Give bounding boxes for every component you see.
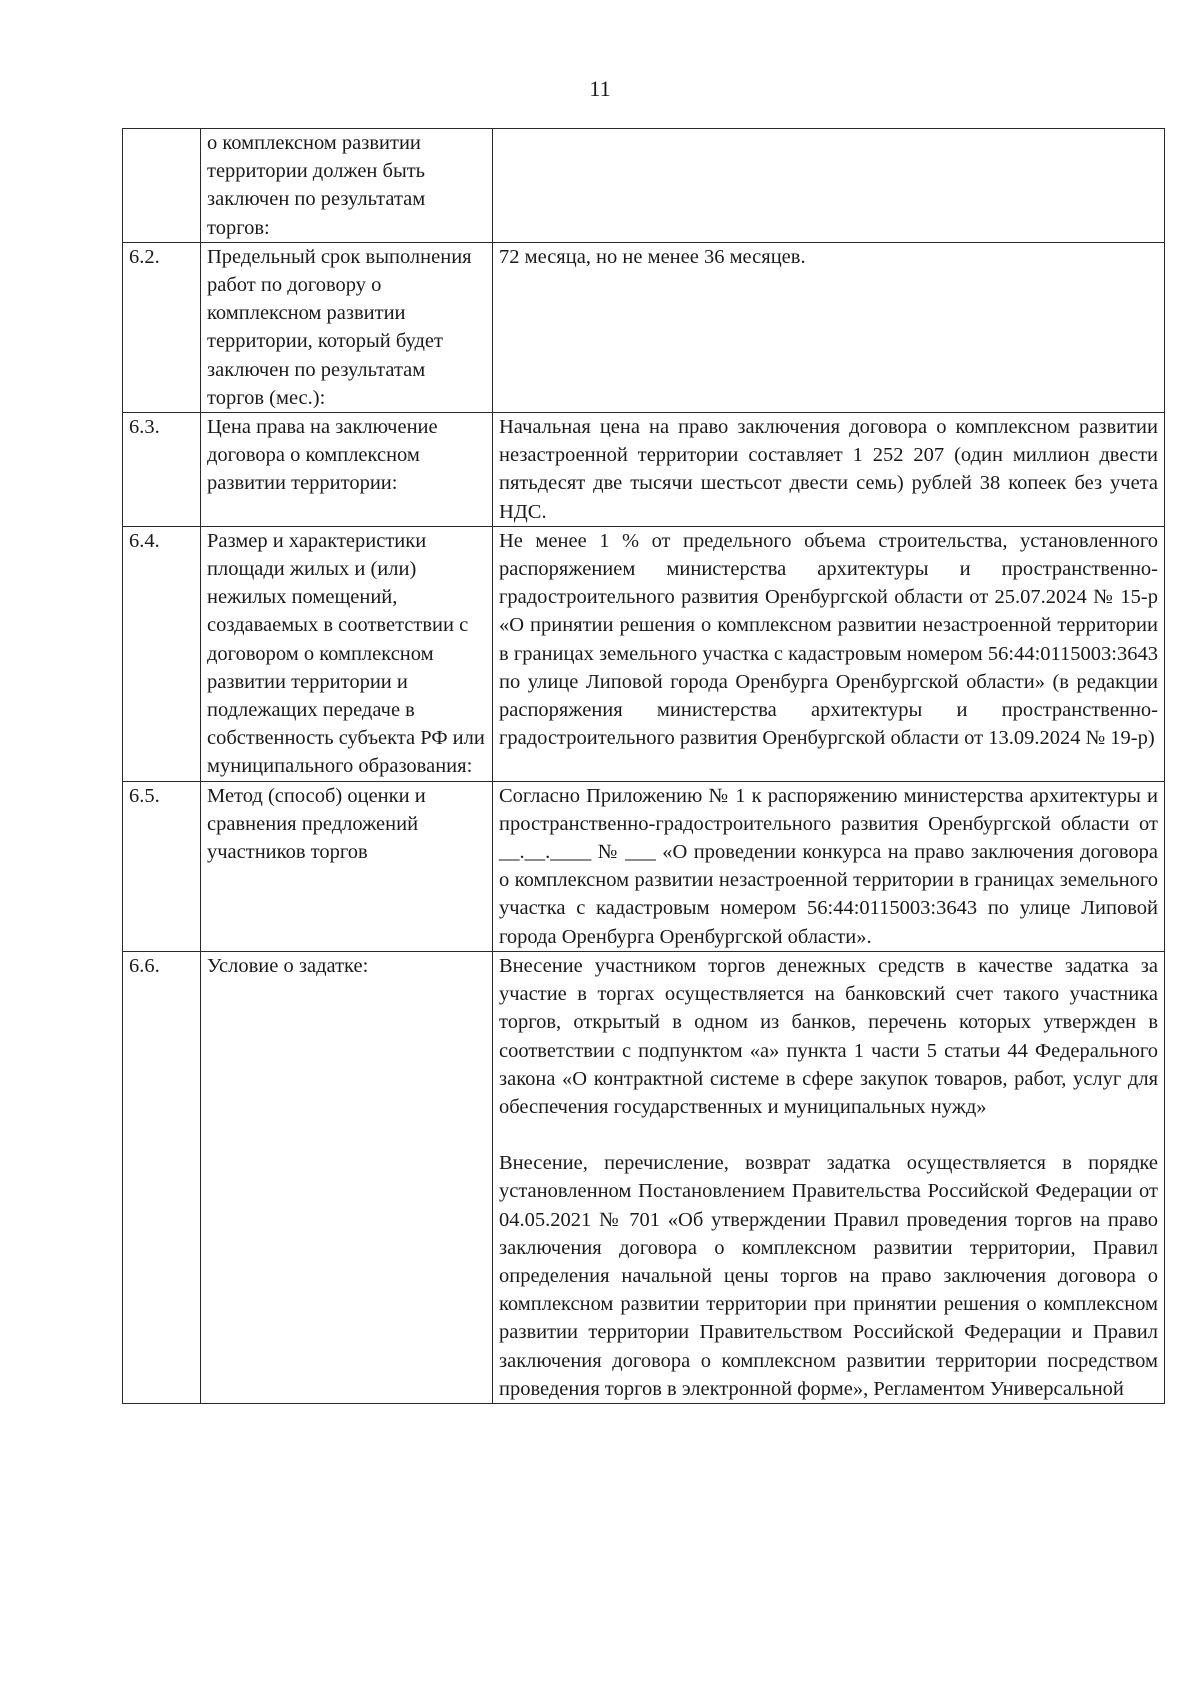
table-row [123,526,1165,781]
row-value: Начальная цена на право заключения договора о комплексном развитии незастроенной территории составляет 1 252 207 (один миллион двести пятьдесят две тысячи шестьсот двести семь) рублей 38 копеек без учета НДС. [493,413,1165,527]
deposit-paragraph-2: Внесение, перечисление, возврат задатка осуществляется в порядке установленном Постановлением Правительства Российской Федерации от 04.05.2021 № 701 «Об утверждении Правил проведения торгов на право заключения договора о комплексном развитии территории, Правил определения начальной цены торгов на право заключения договора о комплексном развитии территории при принятии решения о комплексном развитии территории Правительством Российской Федерации и Правил заключения договора о комплексном развитии территории посредством проведения торгов в электронной форме», Регламентом Универсальной [499,1152,1158,1400]
row-label: Предельный срок выполнения работ по договору о комплексном развитии территории, который будет заключен по результатам торгов (мес.): [201,242,493,412]
row-label: Метод (способ) оценки и сравнения предложений участников торгов [201,781,493,951]
row-number: 6.5. [123,781,201,951]
row-label: Цена права на заключение договора о комплексном развитии территории: [201,413,493,527]
row-value: Согласно Приложению № 1 к распоряжению министерства архитектуры и пространственно-градостроительного развития Оренбургской области от __.__.____ № ___ «О проведении конкурса на право заключения договора о комплексном развитии незастроенной территории в границах земельного участка с кадастровым номером 56:44:0115003:3643 по улице Липовой города Оренбурга Оренбургской области». [493,781,1165,951]
row-number [123,129,201,243]
row-value [493,129,1165,243]
paragraph-spacer [499,1121,1158,1149]
row-number: 6.2. [123,242,201,412]
table-row [123,242,1165,412]
deposit-paragraph-1: Внесение участником торгов денежных средств в качестве задатка за участие в торгах осуществляется на банковский счет такого участника торгов, открытый в одном из банков, перечень которых утвержден в соответствии с подпунктом «а» пункта 1 части 5 статьи 44 Федерального закона «О контрактной системе в сфере закупок товаров, работ, услуг для обеспечения государственных и муниципальных нужд» [499,954,1158,1118]
document-table [122,128,1165,1404]
row-label: Размер и характеристики площади жилых и (или) нежилых помещений, создаваемых в соответствии с договором о комплексном развитии территории и подлежащих передаче в собственность субъекта РФ или муниципального образования: [201,526,493,781]
table-row [123,951,1165,1403]
table-row [123,129,1165,243]
row-number: 6.6. [123,951,201,1403]
table-row [123,413,1165,527]
row-value: Не менее 1 % от предельного объема строительства, установленного распоряжением министерства архитектуры и пространственно-градостроительного развития Оренбургской области от 25.07.2024 № 15-р «О принятии решения о комплексном развитии незастроенной территории в границах земельного участка с кадастровым номером 56:44:0115003:3643 по улице Липовой города Оренбурга Оренбургской области» (в редакции распоряжения министерства архитектуры и пространственно-градостроительного развития Оренбургской области от 13.09.2024 № 19-р) [493,526,1165,781]
row-number: 6.3. [123,413,201,527]
table-row [123,781,1165,951]
row-value: 72 месяца, но не менее 36 месяцев. [493,242,1165,412]
row-value-cell [493,951,1165,1403]
row-label: Условие о задатке: [201,951,493,1403]
page-number: 11 [589,76,611,101]
row-label: о комплексном развитии территории должен быть заключен по результатам торгов: [201,129,493,243]
row-number: 6.4. [123,526,201,781]
